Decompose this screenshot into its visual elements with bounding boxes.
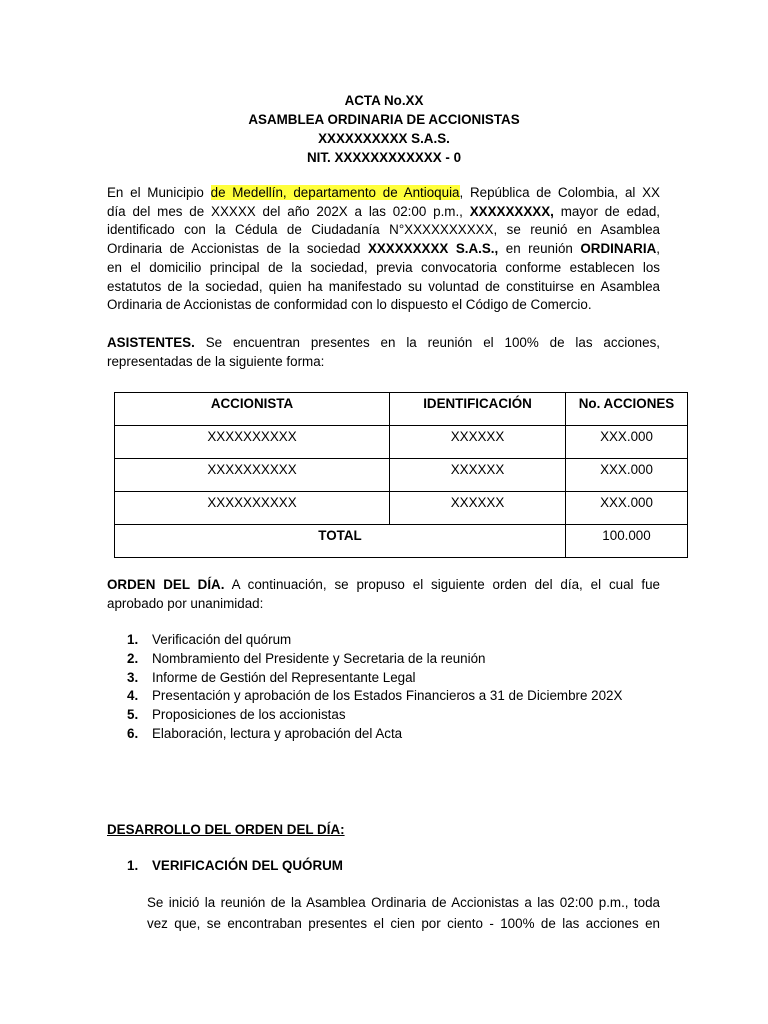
- item-number: 2.: [127, 650, 139, 666]
- document-header: [0, 91, 768, 167]
- item-number: 6.: [127, 725, 139, 741]
- intro-text: en reunión: [498, 241, 581, 257]
- asistentes-line: [107, 334, 660, 353]
- acta-number: ACTA No.XX: [344, 93, 424, 108]
- intro-line: [107, 240, 660, 259]
- quorum-line: Se inició la reunión de la Asamblea Ordinaria de Accionistas a las 02:00 p.m., toda: [147, 895, 660, 910]
- table-cell: XXX.000: [566, 459, 688, 492]
- intro-line: en el domicilio principal de la sociedad, previa convocatoria conforme establecen los: [107, 259, 660, 275]
- table-cell: XXXXXX: [390, 426, 566, 459]
- intro-text: ,: [656, 241, 660, 257]
- col-header-accionista: ACCIONISTA: [115, 393, 390, 426]
- col-header-acciones: No. ACCIONES: [566, 393, 688, 426]
- table-cell: XXX.000: [566, 492, 688, 525]
- intro-text: Ordinaria de Accionistas de la sociedad: [107, 241, 368, 257]
- asamblea-title: ASAMBLEA ORDINARIA DE ACCIONISTAS: [248, 112, 520, 127]
- subtitle-text: VERIFICACIÓN DEL QUÓRUM: [152, 858, 343, 873]
- intro-text: mayor de edad,: [553, 203, 660, 219]
- item-text: Verificación del quórum: [152, 632, 292, 647]
- item-number: 5.: [127, 707, 139, 723]
- table-row: [115, 426, 688, 459]
- intro-line: Ordinaria de Accionistas de conformidad con lo dispuesto el Código de Comercio.: [107, 297, 592, 313]
- orden-line: [107, 576, 660, 595]
- table-total-row: [115, 525, 688, 558]
- table-cell: XXXXXXXXXX: [115, 459, 390, 492]
- quorum-line: vez que, se encontraban presentes el cien por ciento - 100% de las acciones en: [147, 915, 660, 931]
- orden-text: A continuación, se propuso el siguiente orden del día, el cual fue: [224, 577, 661, 592]
- item-number: 1.: [127, 632, 139, 647]
- item-text: Nombramiento del Presidente y Secretaria de la reunión: [152, 650, 486, 666]
- total-value: 100.000: [566, 525, 688, 558]
- intro-text: En el Municipio: [107, 185, 211, 200]
- intro-line: [107, 184, 660, 203]
- table-row: [115, 459, 688, 492]
- meeting-type: ORDINARIA: [580, 241, 657, 257]
- person-name: XXXXXXXXX,: [469, 203, 554, 219]
- highlighted-location: de Medellín, departamento de Antioquia: [210, 185, 460, 200]
- company-name: XXXXXXXXXX S.A.S.: [318, 131, 450, 146]
- orden-label: ORDEN DEL DÍA.: [107, 577, 225, 592]
- shareholders-table: [114, 392, 688, 558]
- asistentes-line: representadas de la siguiente forma:: [107, 353, 325, 369]
- intro-line: [107, 203, 660, 222]
- item-number: 3.: [127, 669, 139, 685]
- table-cell: XXXXXX: [390, 492, 566, 525]
- orden-line: aprobado por unanimidad:: [107, 595, 264, 611]
- item-text: Informe de Gestión del Representante Legal: [152, 669, 416, 685]
- company-nit: NIT. XXXXXXXXXXXX - 0: [306, 150, 462, 165]
- item-number: 4.: [127, 688, 139, 704]
- table-cell: XXXXXXXXXX: [115, 426, 390, 459]
- asistentes-text: Se encuentran presentes en la reunión el 100% de las acciones,: [194, 335, 660, 350]
- intro-text: , República de Colombia, al XX: [459, 185, 660, 200]
- list-item: [127, 687, 622, 706]
- asistentes-paragraph: [107, 334, 660, 371]
- intro-text: día del mes de XXXXX del año 202X a las 02:00 p.m.,: [107, 203, 470, 219]
- total-label: TOTAL: [115, 525, 566, 558]
- item-text: Presentación y aprobación de los Estados Financieros a 31 de Diciembre 202X: [152, 688, 623, 704]
- orden-paragraph: [107, 576, 660, 613]
- list-item: [127, 650, 622, 669]
- asistentes-label: ASISTENTES.: [107, 335, 195, 350]
- list-item: [127, 631, 622, 650]
- company-name-inline: XXXXXXXXX S.A.S.,: [367, 241, 499, 257]
- item-text: Proposiciones de los accionistas: [152, 707, 346, 723]
- table-row: [115, 492, 688, 525]
- item-text: Elaboración, lectura y aprobación del Acta: [152, 725, 403, 741]
- table-cell: XXXXXX: [390, 459, 566, 492]
- quorum-subtitle: [127, 857, 343, 875]
- col-header-identificacion: IDENTIFICACIÓN: [390, 393, 566, 426]
- quorum-paragraph: [147, 893, 660, 934]
- agenda-list: [127, 631, 622, 744]
- list-item: [127, 706, 622, 725]
- intro-line: identificado con la Cédula de Ciudadanía N°XXXXXXXXXX, se reunió en Asamblea: [107, 222, 660, 238]
- table-header-row: [115, 393, 688, 426]
- list-item: [127, 669, 622, 688]
- desarrollo-title: DESARROLLO DEL ORDEN DEL DÍA:: [107, 822, 345, 837]
- subtitle-number: 1.: [127, 858, 139, 873]
- table-cell: XXXXXXXXXX: [115, 492, 390, 525]
- intro-line: estatutos de la sociedad, quien ha manifestado su voluntad de constituirse en Asamblea: [107, 278, 660, 294]
- list-item: [127, 725, 622, 744]
- table-cell: XXX.000: [566, 426, 688, 459]
- intro-paragraph: [107, 184, 660, 315]
